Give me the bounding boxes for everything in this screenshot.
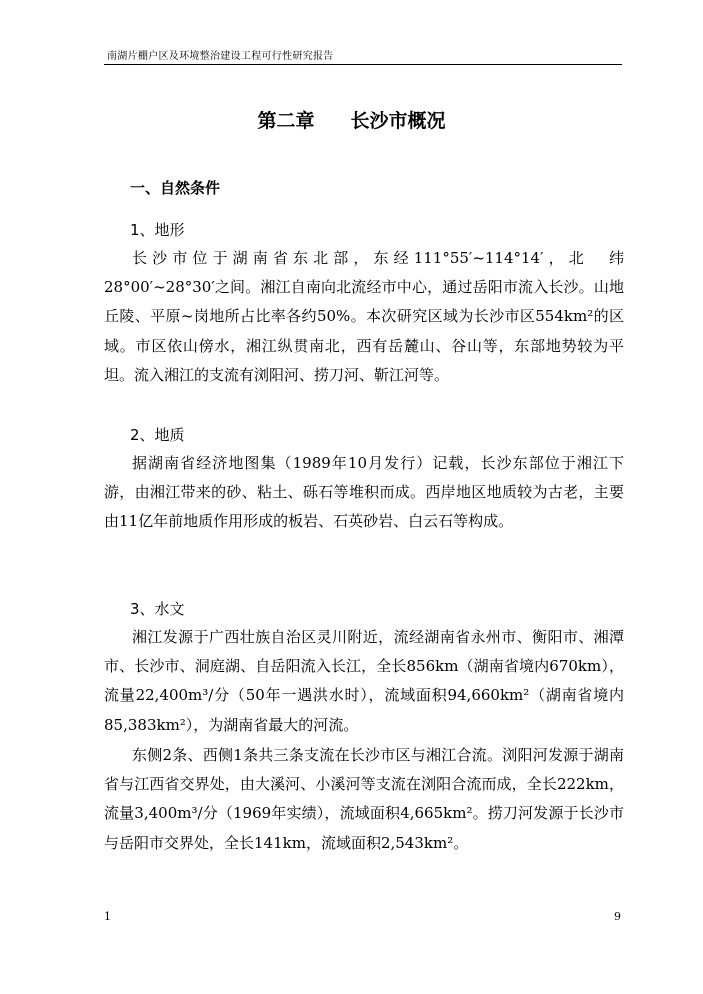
header-divider xyxy=(104,64,622,65)
paragraph-geology: 据湖南省经济地图集（1989年10月发行）记载，长沙东部位于湘江下游，由湘江带来的砂、粘土、砾石等堆积而成。西岸地区地质较为古老，主要由11亿年前地质作用形成的板岩、石英砂岩、白云石等构成。 xyxy=(104,454,624,531)
chapter-number: 第二章 xyxy=(257,110,315,132)
subsection-heading-geology: 2、地质 xyxy=(130,426,185,444)
section-heading: 一、自然条件 xyxy=(130,179,221,197)
chapter-title: 长沙市概况 xyxy=(350,110,446,132)
paragraph-hydrology-main: 湘江发源于广西壮族自治区灵川附近，流经湖南省永州市、衡阳市、湘潭市、长沙市、洞庭湖、自岳阳流入长江，全长856km（湖南省境内670km），流量22,400m³/分（50年一遇洪水时），流域面积94,660km²（湖南省境内85,383km²），为湖南省最大的河流。 xyxy=(104,628,624,734)
chapter-heading xyxy=(0,106,703,133)
footer-page-number: 9 xyxy=(614,910,621,923)
paragraph-hydrology-tributaries: 东侧2条、西侧1条共三条支流在长沙市区与湘江合流。浏阳河发源于湖南省与江西省交界处，由大溪河、小溪河等支流在浏阳合流而成，全长222km，流量3,400m³/分（1969年实绩），流域面积4,665km²。捞刀河发源于长沙市与岳阳市交界处，全长141km，流域面积2,543km²。 xyxy=(104,746,624,852)
subsection-heading-terrain: 1、地形 xyxy=(130,221,185,239)
document-header-title: 南湖片棚户区及环境整治建设工程可行性研究报告 xyxy=(107,51,334,62)
paragraph-terrain: 长沙市位于湖南省东北部，东经111°55′~114°14′，北 纬28°00′~28°30′之间。湘江自南向北流经市中心，通过岳阳市流入长沙。山地丘陵、平原~岗地所占比率各约50%。本次研究区域为长沙市区554km²的区域。市区依山傍水，湘江纵贯南北，西有岳麓山、谷山等，东部地势较为平坦。流入湘江的支流有浏阳河、捞刀河、靳江河等。 xyxy=(104,249,624,384)
footer-page-left: 1 xyxy=(104,910,111,923)
subsection-heading-hydrology: 3、水文 xyxy=(130,600,185,618)
